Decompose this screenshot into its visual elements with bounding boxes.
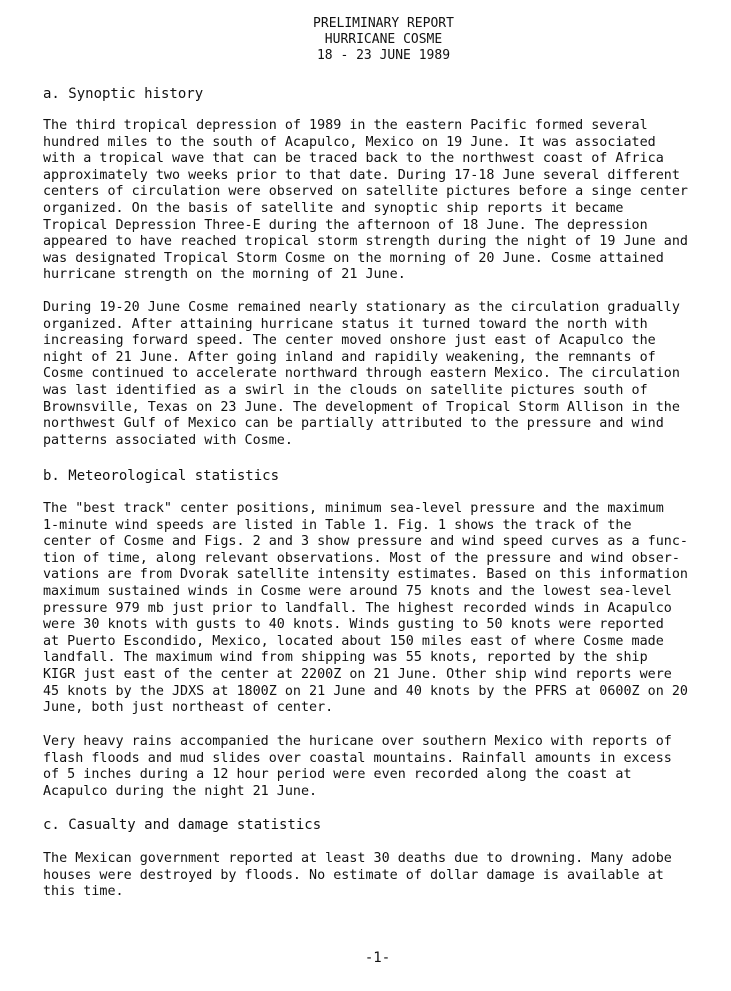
text-line: center of Cosme and Figs. 2 and 3 show pressure and wind speed curves as a func-: [43, 534, 688, 550]
text-line: vations are from Dvorak satellite intensity estimates. Based on this information: [43, 567, 688, 583]
text-line: During 19-20 June Cosme remained nearly stationary as the circulation gradually: [43, 300, 680, 315]
text-line: Acapulco during the night 21 June.: [43, 783, 318, 799]
text-line: Cosme continued to accelerate northward through eastern Mexico. The circulation: [43, 366, 680, 382]
text-line: were 30 knots with gusts to 40 knots. Winds gusting to 50 knots were reported: [43, 617, 664, 633]
section-title-casualty-damage: c. Casualty and damage statistics: [43, 817, 322, 833]
text-line: Brownsville, Texas on 23 June. The development of Tropical Storm Allison in the: [43, 399, 680, 415]
text-line: at Puerto Escondido, Mexico, located about 150 miles east of where Cosme made: [43, 633, 664, 649]
text-line: appeared to have reached tropical storm strength during the night of 19 June and: [43, 234, 688, 250]
text-line: 45 knots by the JDXS at 1800Z on 21 June and 40 knots by the PFRS at 0600Z on 20: [43, 683, 688, 699]
text-line: hundred miles to the south of Acapulco, Mexico on 19 June. It was associated: [43, 134, 656, 150]
report-type-line: PRELIMINARY REPORT: [313, 16, 454, 31]
paragraph-synoptic-1: [43, 118, 718, 284]
text-line: The Mexican government reported at least 30 deaths due to drowning. Many adobe: [43, 851, 672, 866]
text-line: tion of time, along relevant observations. Most of the pressure and wind obser-: [43, 550, 680, 566]
text-line: houses were destroyed by floods. No estimate of dollar damage is available at: [43, 867, 664, 883]
page-number: -1-: [364, 950, 391, 966]
paragraph-casualty: [43, 851, 718, 901]
text-line: of 5 inches during a 12 hour period were even recorded along the coast at: [43, 767, 632, 783]
text-line: increasing forward speed. The center moved onshore just east of Acapulco the: [43, 333, 656, 349]
text-line: night of 21 June. After going inland and rapidily weakening, the remnants of: [43, 349, 656, 365]
text-line: with a tropical wave that can be traced back to the northwest coast of Africa: [43, 151, 664, 167]
text-line: organized. On the basis of satellite and synoptic ship reports it became: [43, 200, 624, 216]
text-line: pressure 979 mb just prior to landfall. The highest recorded winds in Acapulco: [43, 600, 672, 616]
text-line: was designated Tropical Storm Cosme on the morning of 20 June. Cosme attained: [43, 250, 664, 266]
date-range-line: 18 - 23 JUNE 1989: [316, 48, 451, 63]
report-header: [0, 16, 731, 64]
text-line: approximately two weeks prior to that date. During 17-18 June several different: [43, 167, 680, 183]
text-line: KIGR just east of the center at 2200Z on 21 June. Other ship wind reports were: [43, 666, 672, 682]
section-title-synoptic-history: a. Synoptic history: [43, 86, 204, 102]
text-line: maximum sustained winds in Cosme were around 75 knots and the lowest sea-level: [43, 583, 672, 599]
section-title-meteorological-statistics: b. Meteorological statistics: [43, 468, 280, 484]
text-line: The third tropical depression of 1989 in the eastern Pacific formed several: [43, 118, 648, 133]
text-line: 1-minute wind speeds are listed in Table 1. Fig. 1 shows the track of the: [43, 517, 632, 533]
text-line: organized. After attaining hurricane status it turned toward the north with: [43, 316, 648, 332]
text-line: The "best track" center positions, minimum sea-level pressure and the maximum: [43, 501, 664, 516]
text-line: northwest Gulf of Mexico can be partially attributed to the pressure and wind: [43, 416, 664, 432]
storm-name-line: HURRICANE COSME: [324, 32, 443, 47]
text-line: was last identified as a swirl in the clouds on satellite pictures south of: [43, 382, 648, 398]
paragraph-meteorological-2: [43, 734, 718, 800]
paragraph-synoptic-2: [43, 300, 718, 449]
text-line: Very heavy rains accompanied the huricane over southern Mexico with reports of: [43, 734, 672, 749]
text-line: flash floods and mud slides over coastal mountains. Rainfall amounts in excess: [43, 750, 672, 766]
text-line: landfall. The maximum wind from shipping was 55 knots, reported by the ship: [43, 650, 648, 666]
text-line: centers of circulation were observed on satellite pictures before a singe center: [43, 184, 688, 200]
paragraph-meteorological-1: [43, 501, 718, 717]
text-line: patterns associated with Cosme.: [43, 432, 293, 448]
text-line: hurricane strength on the morning of 21 June.: [43, 267, 406, 283]
text-line: this time.: [43, 884, 124, 900]
text-line: Tropical Depression Three-E during the afternoon of 18 June. The depression: [43, 217, 648, 233]
text-line: June, both just northeast of center.: [43, 700, 334, 716]
